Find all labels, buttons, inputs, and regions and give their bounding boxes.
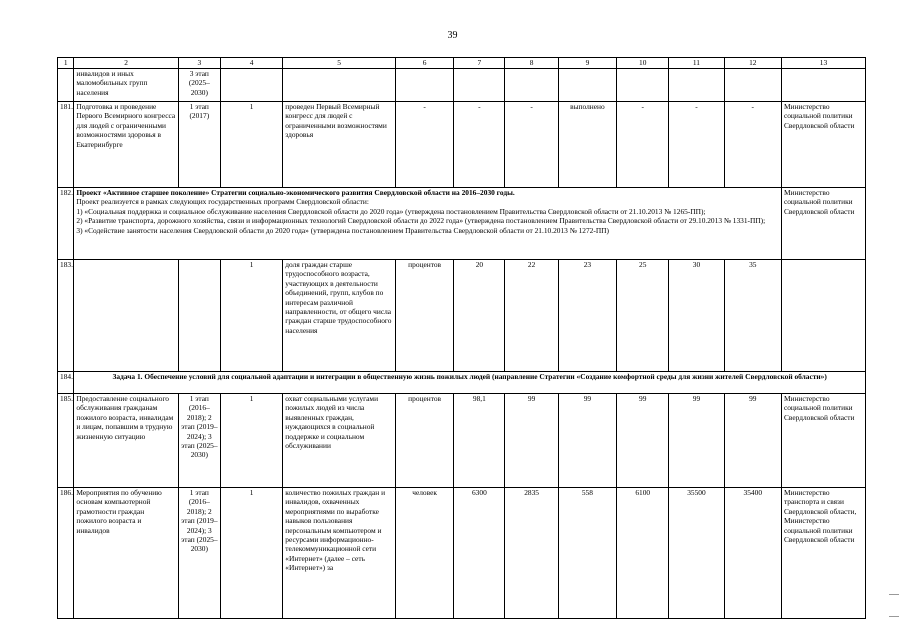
value: 30 [669,260,724,372]
header-cell: 2 [74,58,178,69]
value: 23 [558,260,616,372]
header-cell: 3 [178,58,220,69]
measure-name: Подготовка и проведение Первого Всемирного конгресса для людей с ограниченными возможностями здоровья в Екатеринбурге [74,102,178,188]
responsible: Министерство социальной политики Свердловской области [781,394,865,488]
responsible: Министерство социальной политики Свердловской области [781,102,865,188]
value: 35400 [724,488,781,619]
header-cell: 5 [283,58,396,69]
header-cell: 10 [617,58,669,69]
table-row [58,488,866,619]
unit: - [395,102,453,188]
value: 99 [558,394,616,488]
value: - [617,102,669,188]
value: выполнено [558,102,616,188]
measure-name: Предоставление социального обслуживания гражданам пожилого возраста, инвалидам и лицам, попавшим в трудную жизненную ситуацию [74,394,178,488]
responsible: Министерство транспорта и связи Свердловской области, Министерство социальной политики Свердловской области [781,488,865,619]
value: - [505,102,558,188]
target-ref: 1 [220,488,282,619]
row-number: 185. [58,394,74,488]
unit: человек [395,488,453,619]
scan-mark [889,616,899,617]
task-heading: Задача 1. Обеспечение условий для социальной адаптации и интеграции в общественную жизнь пожилых людей (направление Стратегии «Создание комфортной среды для жизни жителей Свердловской области») [74,372,866,394]
header-cell: 9 [558,58,616,69]
project-line: 2) «Развитие транспорта, дорожного хозяйства, связи и информационных технологий Свердловской области до 2022 года» (утверждена постановлением Правительства Свердловской области от 29.10.2013 № 1331-ПП); [76,216,766,226]
row-number: 184. [58,372,74,394]
measure-name: инвалидов и иных маломобильных групп населения [74,69,178,102]
value: 2835 [505,488,558,619]
value: - [669,102,724,188]
value: 99 [724,394,781,488]
value: 98,1 [454,394,505,488]
value: - [454,102,505,188]
header-cell: 13 [781,58,865,69]
project-line: 3) «Содействие занятости населения Свердловской области до 2020 года» (утверждена постановлением Правительства Свердловской области от 21.10.2013 № 1272-ПП) [76,225,609,235]
project-title: Проект «Активное старшее поколение» Стратегии социально-экономического развития Свердловской области на 2016–2030 годы. [76,188,515,197]
stage: 1 этап (2016–2018); 2 этап (2019–2024); 3 этап (2025–2030) [178,488,220,619]
header-cell: 1 [58,58,74,69]
responsible: Министерство социальной политики Свердловской области [781,188,865,260]
target-ref: 1 [220,260,282,372]
value: 35 [724,260,781,372]
unit: процентов [395,260,453,372]
value: 20 [454,260,505,372]
header-cell: 6 [395,58,453,69]
stage: 1 этап (2017) [178,102,220,188]
indicator: доля граждан старше трудоспособного возраста, участвующих в деятельности объединений, групп, клубов по интересам различной направленности, от общего числа граждан старше трудоспособного населения [283,260,396,372]
indicator: количество пожилых граждан и инвалидов, охваченных мероприятиями по выработке навыков пользования персональным компьютером и ресурсами информационно-телекоммуникационной сети «Интернет» (далее – сеть «Интернет») за [283,488,396,619]
value: 35500 [669,488,724,619]
value: 99 [669,394,724,488]
header-cell: 7 [454,58,505,69]
table-row [58,69,866,102]
project-description [74,188,782,260]
value: 25 [617,260,669,372]
table-row [58,102,866,188]
value: 22 [505,260,558,372]
header-cell: 12 [724,58,781,69]
plan-table [57,57,866,619]
header-cell: 4 [220,58,282,69]
page-number: 39 [447,30,458,41]
header-cell: 11 [669,58,724,69]
value: 99 [505,394,558,488]
target-ref: 1 [220,102,282,188]
value: 6300 [454,488,505,619]
header-row [58,58,866,69]
table-row [58,188,866,260]
table-row [58,394,866,488]
value: 99 [617,394,669,488]
row-number: 183. [58,260,74,372]
unit: процентов [395,394,453,488]
indicator: проведен Первый Всемирный конгресс для людей с ограниченными возможностями здоровья [283,102,396,188]
value: 558 [558,488,616,619]
indicator: охват социальными услугами пожилых людей из числа выявленных граждан, нуждающихся в социальной поддержке и социальном обслуживании [283,394,396,488]
row-number: 181. [58,102,74,188]
scan-mark [889,594,899,595]
row-number: 186. [58,488,74,619]
header-cell: 8 [505,58,558,69]
measure-name: Мероприятия по обучению основам компьютерной грамотности граждан пожилого возраста и инвалидов [74,488,178,619]
table-row [58,260,866,372]
table-row [58,372,866,394]
project-line: 1) «Социальная поддержка и социальное обслуживание населения Свердловской области до 2020 года» (утверждена постановлением Правительства Свердловской области от 21.10.2013 № 1265-ПП); [76,206,706,216]
value: 6100 [617,488,669,619]
stage: 3 этап (2025–2030) [178,69,220,102]
project-line: Проект реализуется в рамках следующих государственных программ Свердловской области: [76,197,369,207]
stage: 1 этап (2016–2018); 2 этап (2019–2024); 3 этап (2025–2030) [178,394,220,488]
value: - [724,102,781,188]
target-ref: 1 [220,394,282,488]
row-number: 182. [58,188,74,260]
